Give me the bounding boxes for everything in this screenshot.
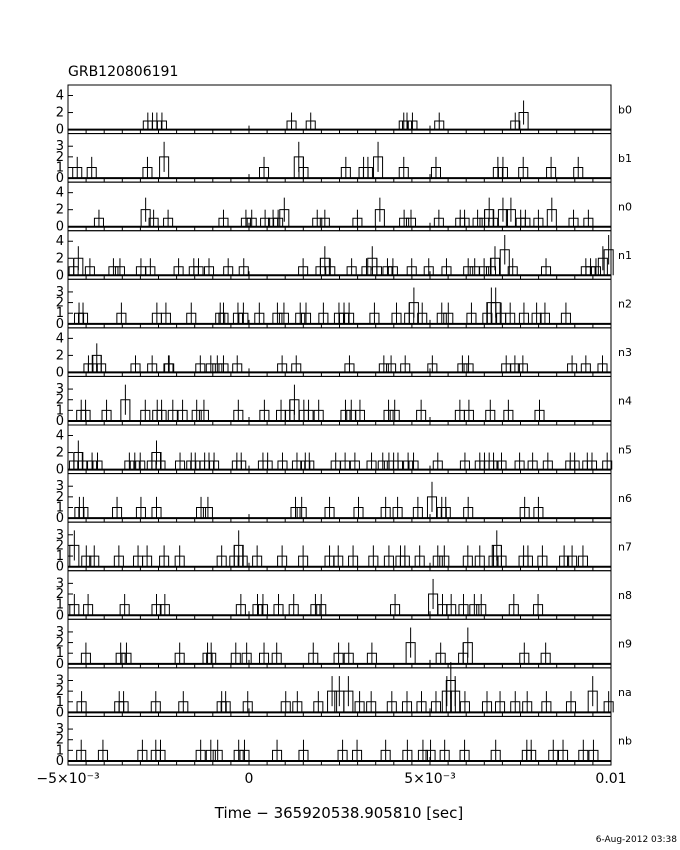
y-tick-label: 0 <box>55 462 64 478</box>
detector-panels <box>56 85 632 769</box>
y-tick-label: 0 <box>55 754 64 769</box>
x-tick-label: −5×10⁻³ <box>36 771 100 787</box>
detector-label: nb <box>618 734 632 748</box>
panel-frame <box>68 619 611 668</box>
y-tick-label: 2 <box>55 684 64 700</box>
y-tick-label: 1 <box>55 306 64 322</box>
y-tick-label: 4 <box>55 234 64 250</box>
date-stamp: 6-Aug-2012 03:38 <box>595 835 677 845</box>
panel-n3 <box>56 328 632 381</box>
y-tick-label: 2 <box>55 202 64 218</box>
y-tick-label: 1 <box>55 597 64 613</box>
panel-n2 <box>56 279 632 332</box>
y-tick-label: 0 <box>55 608 64 624</box>
panel-n9 <box>56 619 632 672</box>
y-tick-label: 3 <box>55 673 64 689</box>
panel-nb <box>56 716 632 769</box>
panel-b1 <box>56 134 632 187</box>
y-tick-label: 0 <box>55 365 64 381</box>
detector-label: n4 <box>618 394 632 408</box>
y-tick-label: 2 <box>55 105 64 121</box>
y-tick-label: 1 <box>55 403 64 419</box>
y-tick-label: 2 <box>55 251 64 267</box>
x-tick-label: 0 <box>244 771 254 787</box>
y-tick-label: 1 <box>55 549 64 565</box>
panel-n0 <box>56 182 632 235</box>
y-tick-label: 2 <box>55 635 64 651</box>
y-tick-label: 2 <box>55 587 64 602</box>
y-tick-label: 0 <box>55 219 64 235</box>
y-tick-label: 2 <box>55 348 64 364</box>
panel-frame <box>68 571 611 620</box>
y-tick-label: 3 <box>55 624 64 640</box>
detector-label: n7 <box>618 540 632 554</box>
y-tick-label: 3 <box>55 576 64 592</box>
y-tick-label: 1 <box>55 160 64 176</box>
y-tick-label: 4 <box>55 331 64 347</box>
y-tick-label: 2 <box>55 392 64 408</box>
detector-label: b0 <box>618 103 632 117</box>
x-axis <box>36 771 626 787</box>
detector-label: n5 <box>618 443 632 457</box>
y-tick-label: 0 <box>55 559 64 575</box>
detector-label: n6 <box>618 491 632 505</box>
y-tick-label: 1 <box>55 500 64 516</box>
y-tick-label: 3 <box>55 479 64 495</box>
panel-n8 <box>56 571 632 624</box>
y-tick-label: 2 <box>55 538 64 554</box>
y-tick-label: 4 <box>55 428 64 444</box>
panel-n1 <box>56 231 632 284</box>
panel-n4 <box>56 376 632 429</box>
panel-frame <box>68 522 611 571</box>
y-tick-label: 1 <box>55 743 64 759</box>
y-tick-label: 2 <box>55 732 64 748</box>
detector-label: n2 <box>618 297 632 311</box>
y-tick-label: 4 <box>55 88 64 104</box>
y-tick-label: 0 <box>55 705 64 721</box>
detector-label: n3 <box>618 346 632 360</box>
panel-frame <box>68 231 611 280</box>
panel-frame <box>68 134 611 183</box>
chart-title: GRB120806191 <box>68 64 179 80</box>
y-tick-label: 1 <box>55 694 64 710</box>
panel-b0 <box>56 85 632 138</box>
y-tick-label: 0 <box>55 268 64 284</box>
y-tick-label: 2 <box>55 445 64 461</box>
x-tick-label: 0.01 <box>595 771 627 787</box>
y-tick-label: 3 <box>55 722 64 738</box>
y-tick-label: 0 <box>55 414 64 429</box>
x-tick-label: 5×10⁻³ <box>404 771 456 787</box>
y-tick-label: 3 <box>55 284 64 300</box>
y-tick-label: 3 <box>55 382 64 398</box>
x-axis-label: Time − 365920538.905810 [sec] <box>214 804 464 822</box>
detector-label: na <box>618 686 632 700</box>
detector-label: b1 <box>618 151 632 165</box>
panel-n6 <box>56 474 632 527</box>
detector-label: n0 <box>618 200 632 214</box>
y-tick-label: 0 <box>55 656 64 672</box>
y-tick-label: 1 <box>55 646 64 662</box>
detector-label: n8 <box>618 589 632 602</box>
y-tick-label: 2 <box>55 489 64 505</box>
detector-label: n1 <box>618 249 632 262</box>
panel-na <box>56 662 632 720</box>
y-tick-label: 0 <box>55 511 64 527</box>
y-tick-label: 4 <box>55 185 64 201</box>
y-tick-label: 2 <box>55 295 64 311</box>
y-tick-label: 3 <box>55 527 64 543</box>
y-tick-label: 0 <box>55 171 64 187</box>
panel-frame <box>68 85 611 134</box>
detector-label: n9 <box>618 637 632 651</box>
panel-n7 <box>56 522 632 575</box>
panel-n5 <box>56 425 632 478</box>
y-tick-label: 0 <box>55 316 64 332</box>
y-tick-label: 0 <box>55 122 64 138</box>
panel-frame <box>68 716 611 765</box>
panel-frame <box>68 328 611 377</box>
panel-frame <box>68 425 611 474</box>
y-tick-label: 2 <box>55 149 64 165</box>
y-tick-label: 3 <box>55 139 64 155</box>
